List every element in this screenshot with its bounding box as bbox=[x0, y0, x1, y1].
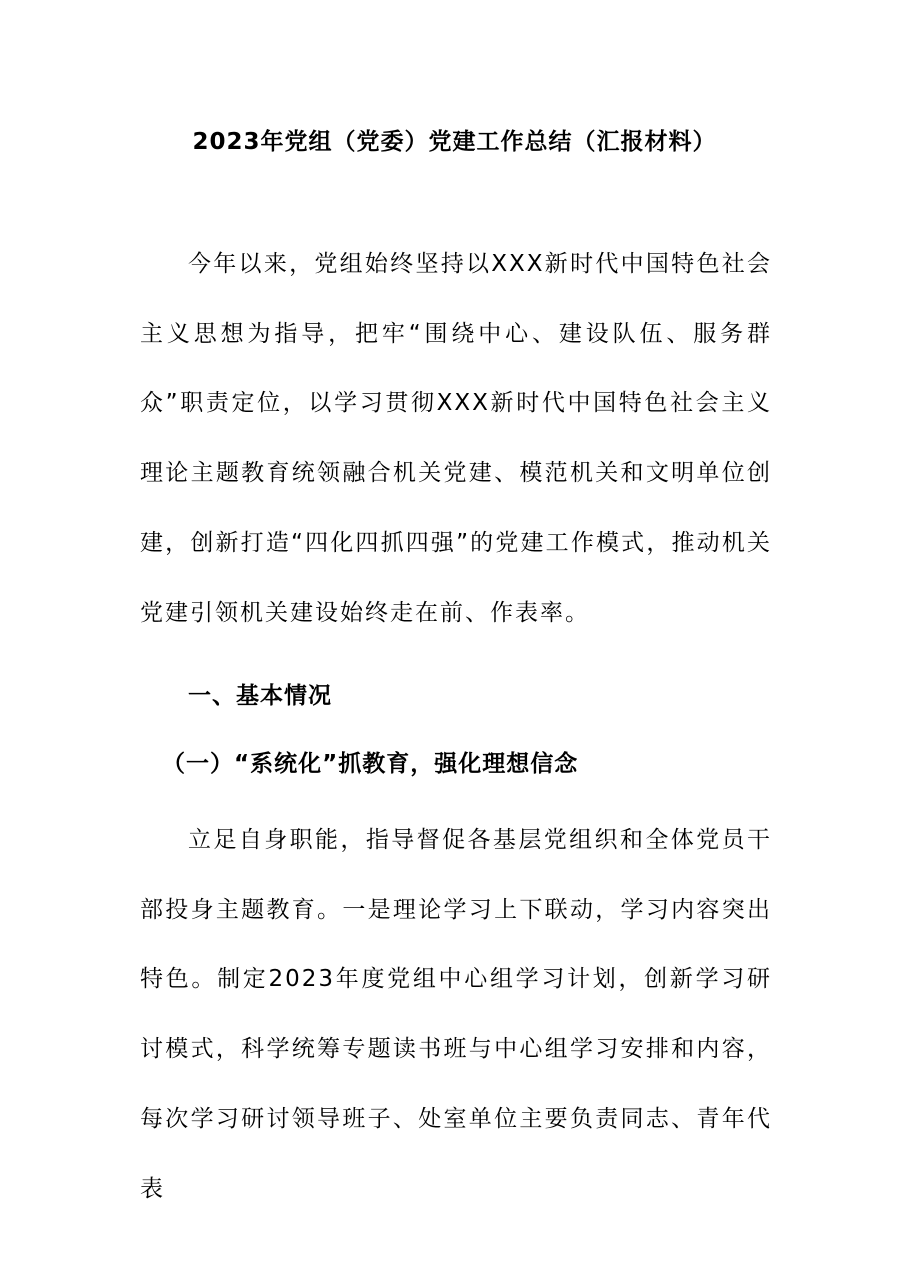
subsection-heading: （一）“系统化”抓教育，强化理想信念 bbox=[162, 751, 579, 777]
section-heading: 一、基本情况 bbox=[188, 683, 332, 709]
document-title: 2023年党组（党委）党建工作总结（汇报材料） bbox=[192, 129, 717, 155]
body-paragraph: 立足自身职能，指导督促各基层党组织和全体党员干部投身主题教育。一是理论学习上下联动，学习内容突出特色。制定2023年度党组中心组学习计划，创新学习研讨模式，科学统筹专题读书班与中心组学习安排和内容，每次学习研讨领导班子、处室单位主要负责同志、青年代表 bbox=[140, 827, 772, 1202]
intro-paragraph: 今年以来，党组始终坚持以XXX新时代中国特色社会主义思想为指导，把牢“围绕中心、建设队伍、服务群众”职责定位，以学习贯彻XXX新时代中国特色社会主义理论主题教育统领融合机关党建、模范机关和文明单位创建，创新打造“四化四抓四强”的党建工作模式，推动机关党建引领机关建设始终走在前、作表率。 bbox=[140, 251, 772, 626]
